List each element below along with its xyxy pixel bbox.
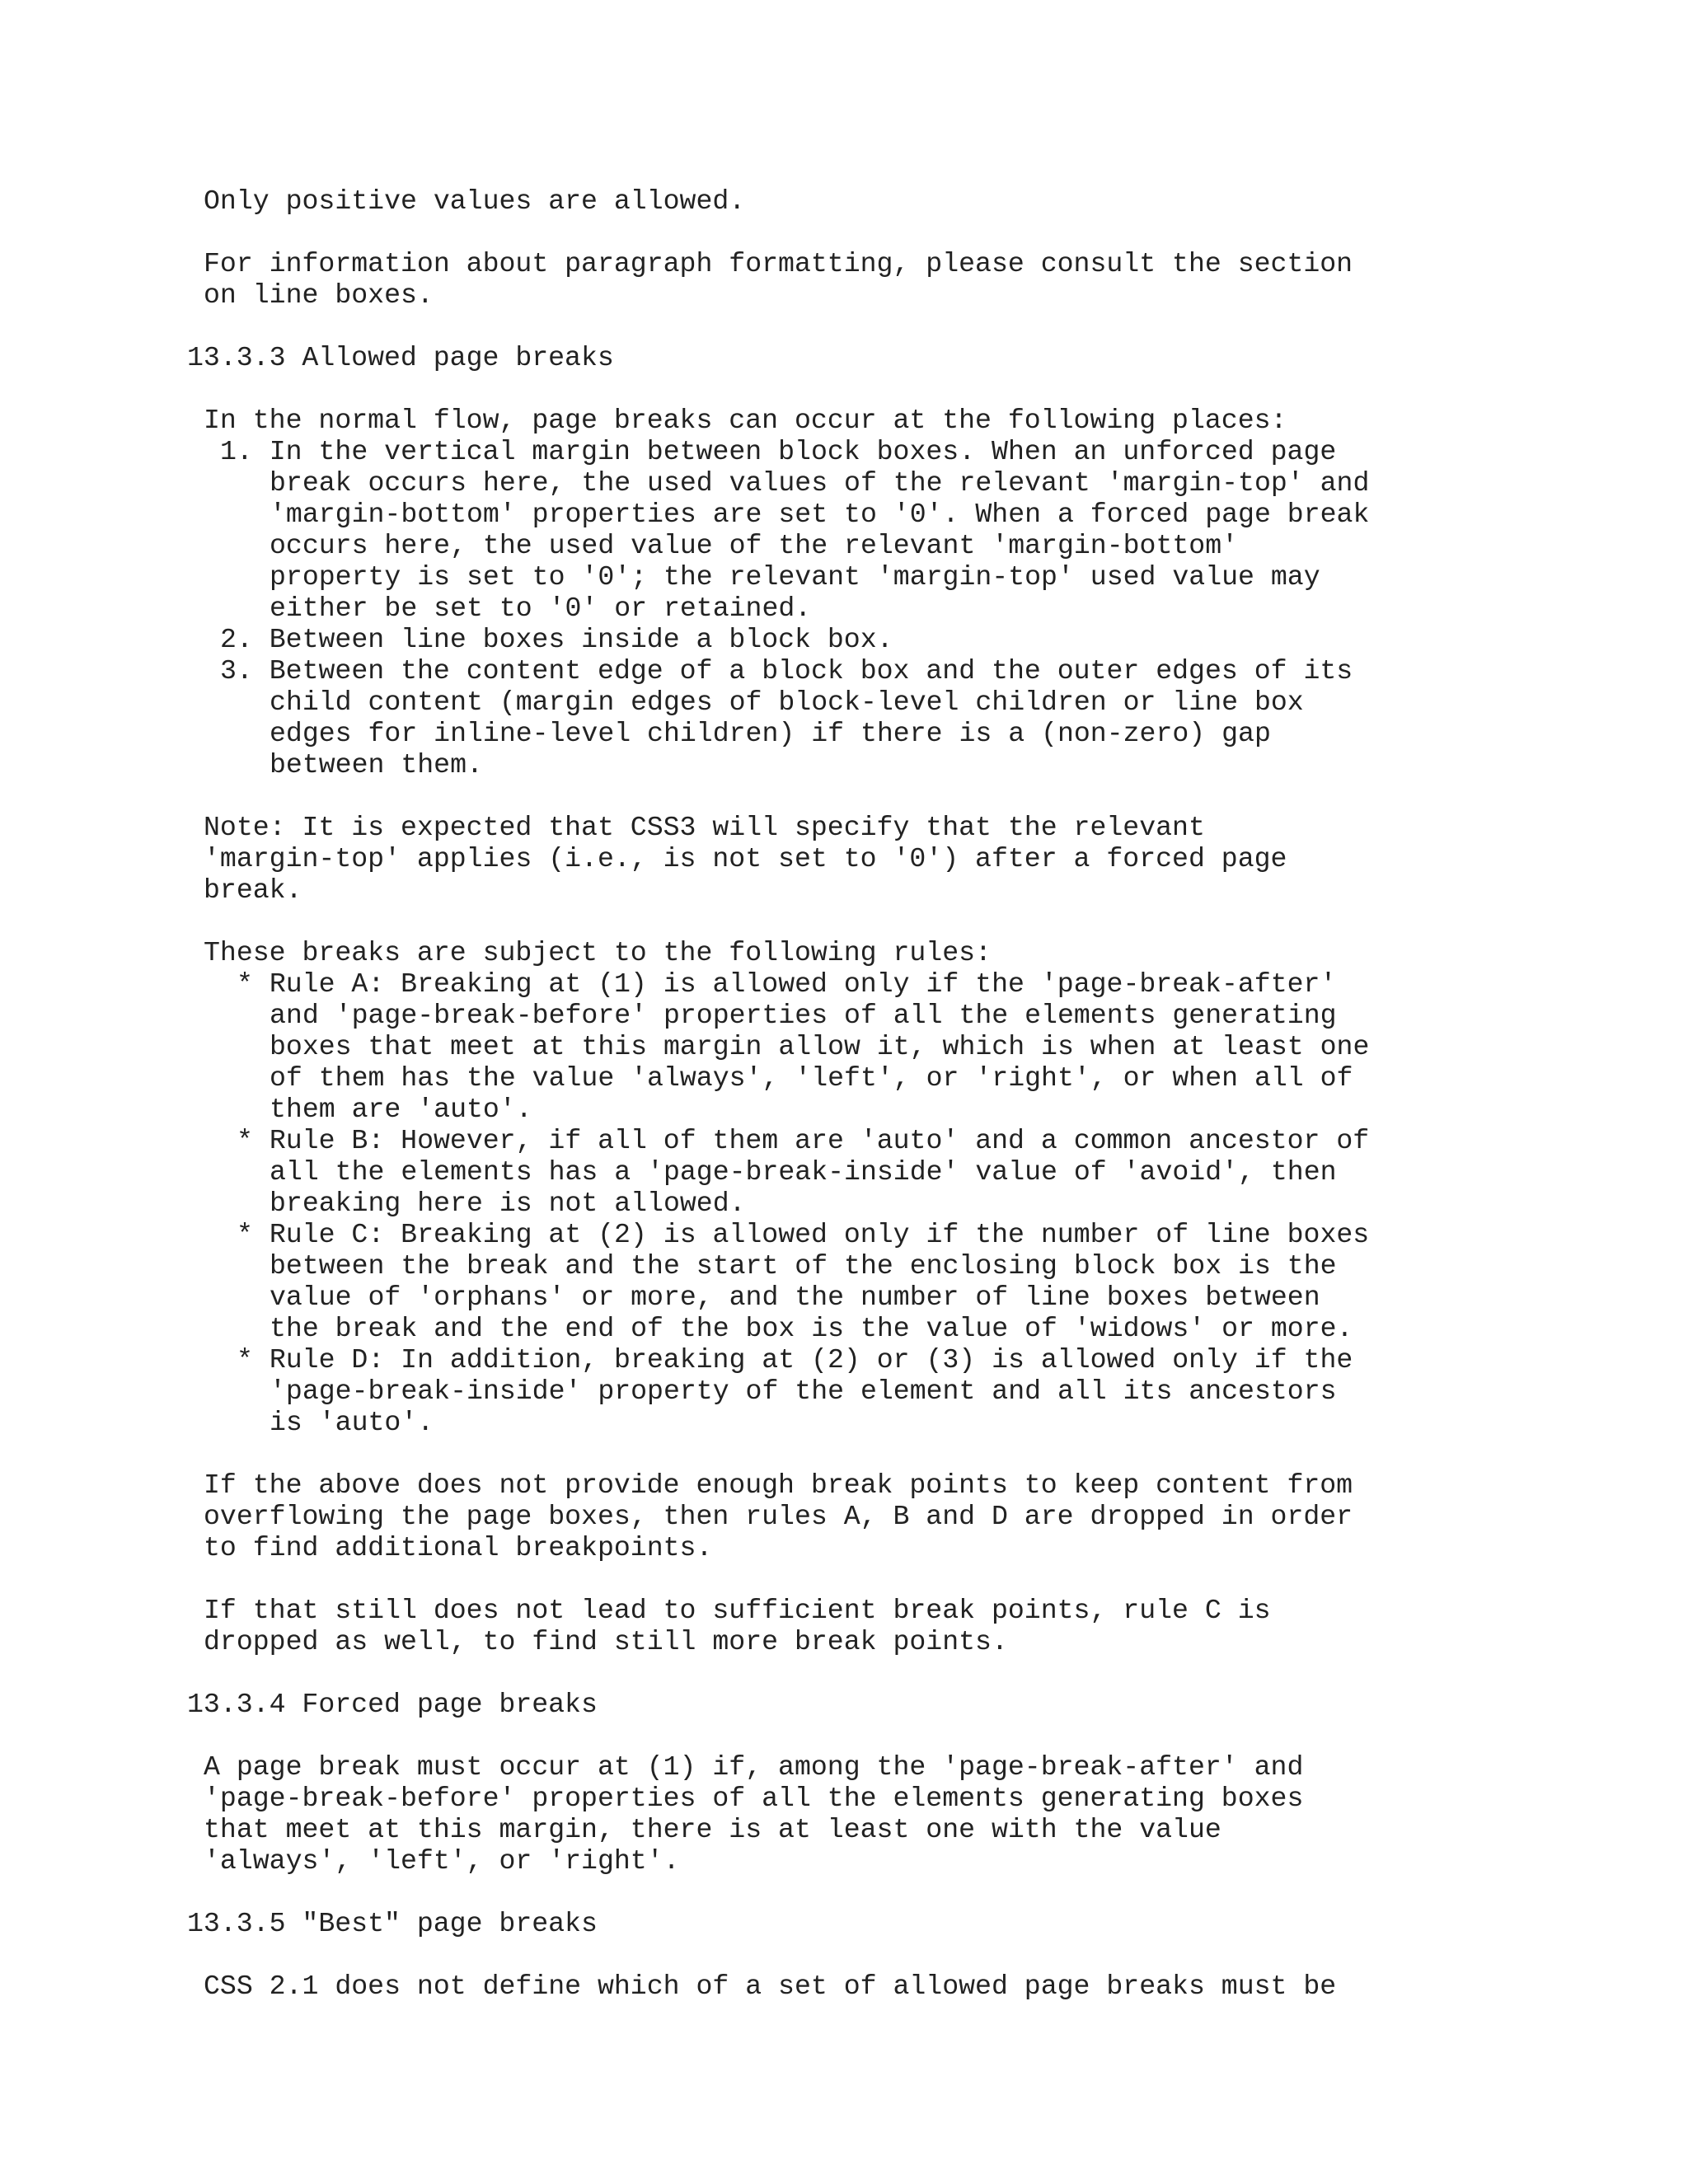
rule-line: and 'page-break-before' properties of all the elements generating — [270, 1000, 1337, 1031]
section-heading: 13.3.4 Forced page breaks — [187, 1689, 598, 1720]
rule-line: value of 'orphans' or more, and the number of line boxes between — [270, 1282, 1320, 1313]
rule-line: is 'auto'. — [270, 1407, 434, 1438]
paragraph-line: These breaks are subject to the following rules: — [204, 937, 992, 968]
rule-line: * Rule A: Breaking at (1) is allowed only if the 'page-break-after' — [237, 968, 1337, 1000]
rule-line: * Rule B: However, if all of them are 'auto' and a common ancestor of — [237, 1125, 1370, 1156]
paragraph-line: dropped as well, to find still more break points. — [204, 1626, 1008, 1657]
paragraph-line: A page break must occur at (1) if, among the 'page-break-after' and — [204, 1751, 1304, 1783]
paragraph-line: that meet at this margin, there is at least one with the value — [204, 1814, 1221, 1845]
paragraph-line: For information about paragraph formatting, please consult the section — [204, 248, 1353, 279]
rule-line: the break and the end of the box is the value of 'widows' or more. — [270, 1313, 1353, 1344]
section-heading: 13.3.5 "Best" page breaks — [187, 1908, 598, 1939]
section-heading: 13.3.3 Allowed page breaks — [187, 342, 614, 373]
list-item-line: edges for inline-level children) if there is a (non-zero) gap — [270, 718, 1271, 749]
rule-line: boxes that meet at this margin allow it, which is when at least one — [270, 1031, 1370, 1062]
note-line: break. — [204, 874, 302, 906]
paragraph-line: Only positive values are allowed. — [204, 185, 746, 217]
list-item-line: between them. — [270, 749, 483, 780]
list-item-line: occurs here, the used value of the relevant 'margin-bottom' — [270, 530, 1239, 561]
paragraph-line: If the above does not provide enough break points to keep content from — [204, 1469, 1353, 1501]
rule-line: all the elements has a 'page-break-inside' value of 'avoid', then — [270, 1156, 1337, 1188]
list-item-line: property is set to '0'; the relevant 'margin-top' used value may — [270, 561, 1320, 593]
list-item-line: break occurs here, the used values of the relevant 'margin-top' and — [270, 467, 1370, 499]
paragraph-line: on line boxes. — [204, 279, 434, 311]
rule-line: * Rule C: Breaking at (2) is allowed only if the number of line boxes — [237, 1219, 1370, 1250]
paragraph-line: overflowing the page boxes, then rules A, B and D are dropped in order — [204, 1501, 1353, 1532]
list-item-line: 3. Between the content edge of a block box and the outer edges of its — [220, 655, 1353, 687]
paragraph-line: If that still does not lead to sufficient break points, rule C is — [204, 1595, 1271, 1626]
paragraph-line: In the normal flow, page breaks can occur at the following places: — [204, 405, 1287, 436]
paragraph-line: to find additional breakpoints. — [204, 1532, 713, 1563]
list-item-line: 'margin-bottom' properties are set to '0'. When a forced page break — [270, 499, 1370, 530]
rule-line: 'page-break-inside' property of the element and all its ancestors — [270, 1376, 1337, 1407]
paragraph-line: 'page-break-before' properties of all the elements generating boxes — [204, 1783, 1304, 1814]
list-item-line: 1. In the vertical margin between block boxes. When an unforced page — [220, 436, 1337, 467]
list-item-line: child content (margin edges of block-level children or line box — [270, 687, 1304, 718]
note-line: Note: It is expected that CSS3 will specify that the relevant — [204, 812, 1205, 843]
list-item-line: either be set to '0' or retained. — [270, 593, 812, 624]
rule-line: * Rule D: In addition, breaking at (2) or (3) is allowed only if the — [237, 1344, 1353, 1376]
note-line: 'margin-top' applies (i.e., is not set to '0') after a forced page — [204, 843, 1287, 874]
rule-line: between the break and the start of the enclosing block box is the — [270, 1250, 1337, 1282]
list-item-line: 2. Between line boxes inside a block box. — [220, 624, 893, 655]
paragraph-line: 'always', 'left', or 'right'. — [204, 1845, 680, 1877]
rule-line: breaking here is not allowed. — [270, 1188, 746, 1219]
rule-line: them are 'auto'. — [270, 1094, 532, 1125]
paragraph-line: CSS 2.1 does not define which of a set of allowed page breaks must be — [204, 1971, 1337, 2002]
rule-line: of them has the value 'always', 'left', or 'right', or when all of — [270, 1062, 1353, 1094]
